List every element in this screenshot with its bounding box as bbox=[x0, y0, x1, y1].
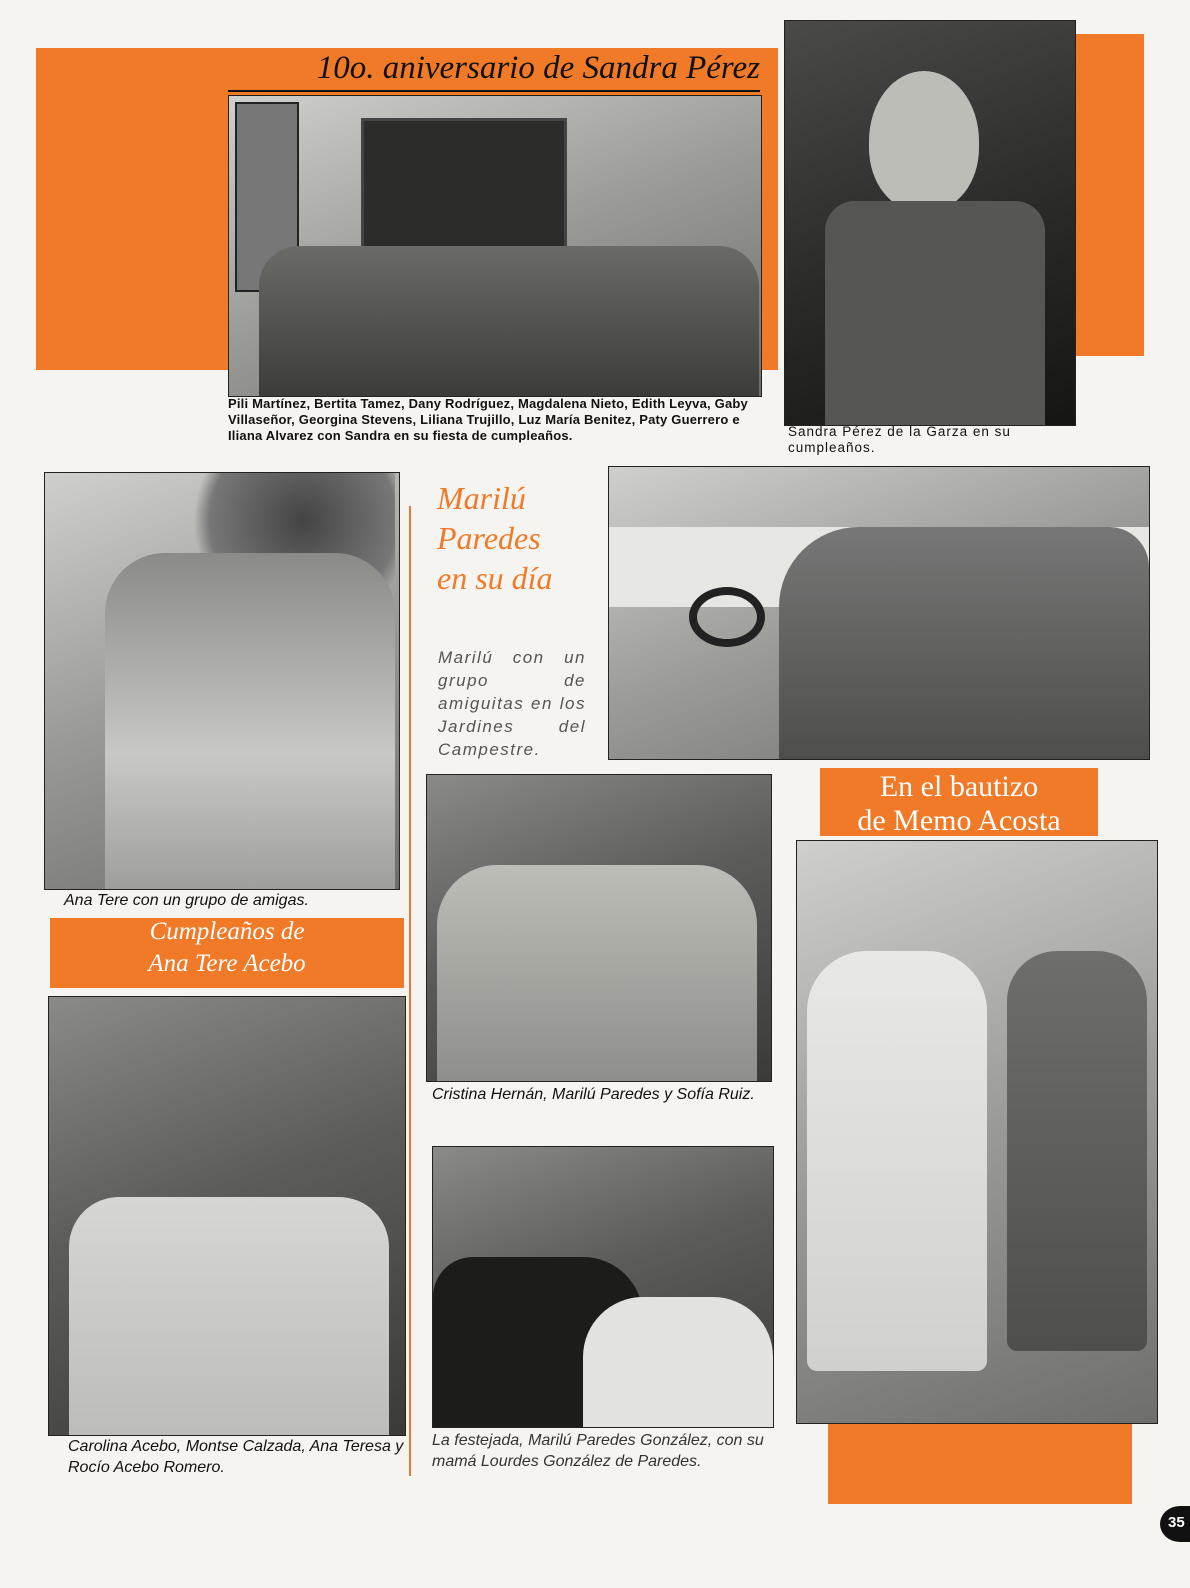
girls-group-shape bbox=[105, 553, 395, 889]
sandra-section-title: 10o. aniversario de Sandra Pérez bbox=[316, 50, 760, 86]
marilu-title-line1: Marilú bbox=[437, 480, 526, 516]
girl-dress-shape bbox=[825, 201, 1045, 425]
sandra-portrait-caption: Sandra Pérez de la Garza en su cumpleaños. bbox=[788, 424, 1011, 455]
marilu-mother-caption: La festejada, Marilú Paredes González, con su mamá Lourdes González de Paredes. bbox=[432, 1432, 764, 1470]
sisters-dresses-shape bbox=[69, 1197, 389, 1435]
marilu-trio-caption: Cristina Hernán, Marilú Paredes y Sofía Ruiz. bbox=[432, 1086, 755, 1103]
marilu-title-line2: Paredes bbox=[437, 520, 541, 556]
acebo-sisters-caption: Carolina Acebo, Montse Calzada, Ana Teresa y Rocío Acebo Romero. bbox=[68, 1438, 404, 1476]
children-crowd-shape bbox=[779, 527, 1149, 759]
marilu-with-mother-photo bbox=[432, 1146, 774, 1428]
ana-tere-group-caption: Ana Tere con un grupo de amigas. bbox=[64, 892, 309, 909]
page-number: 35 bbox=[1168, 1514, 1185, 1531]
ana-tere-title-line2: Ana Tere Acebo bbox=[148, 950, 306, 977]
title-underline bbox=[228, 90, 760, 92]
sandra-party-group-photo bbox=[228, 95, 762, 397]
girl-white-dress-shape bbox=[583, 1297, 773, 1427]
memo-title-line2: de Memo Acosta bbox=[857, 804, 1061, 837]
column-divider bbox=[409, 506, 411, 1476]
memo-title-line1: En el bautizo bbox=[879, 770, 1039, 803]
memo-bottom-block bbox=[828, 1424, 1132, 1504]
girl-face-shape bbox=[869, 71, 979, 211]
ana-tere-title-line1: Cumpleaños de bbox=[149, 918, 305, 945]
marilu-friends-trio-photo bbox=[426, 774, 772, 1082]
girl-left-dress-shape bbox=[807, 951, 987, 1371]
memo-baptism-girls-photo bbox=[796, 840, 1158, 1424]
children-group-shape bbox=[259, 246, 759, 396]
marilu-intro-caption: Marilú con un grupo de amiguitas en los Jardines del Campestre. bbox=[438, 648, 586, 759]
ana-tere-group-photo bbox=[44, 472, 400, 890]
tire-shape bbox=[689, 587, 765, 647]
marilu-garden-group-photo bbox=[608, 466, 1150, 760]
girl-right-dress-shape bbox=[1007, 951, 1147, 1351]
sandra-portrait-photo bbox=[784, 20, 1076, 426]
acebo-sisters-photo bbox=[48, 996, 406, 1436]
marilu-title-line3: en su día bbox=[437, 560, 553, 596]
sandra-group-caption: Pili Martínez, Bertita Tamez, Dany Rodríguez, Magdalena Nieto, Edith Leyva, Gaby Villaseñor, Georgina Stevens, Liliana Trujillo, Luz María Benitez, Paty Guerrero e Iliana Alvarez con Sandra en su fiesta de cumpleaños. bbox=[228, 396, 748, 443]
trio-shape bbox=[437, 865, 757, 1081]
